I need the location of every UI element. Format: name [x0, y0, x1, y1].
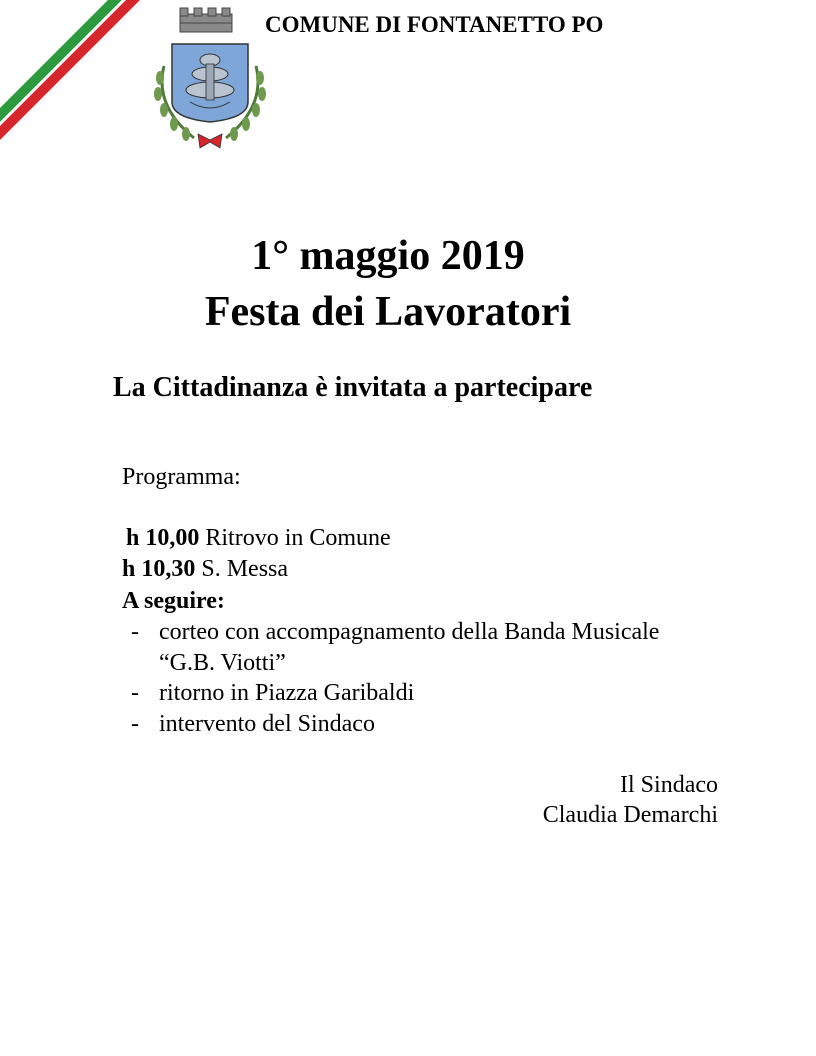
- program-item-time: h 10,00: [126, 525, 200, 551]
- municipal-crest-icon: [144, 6, 280, 156]
- event-name: Festa dei Lavoratori: [204, 289, 572, 335]
- program-item-text: Ritrovo in Comune: [199, 525, 391, 551]
- bullet-dash: -: [131, 619, 139, 645]
- program-item: [122, 556, 288, 583]
- bullet-item: ritorno in Piazza Garibaldi: [159, 680, 415, 706]
- bullet-item-continuation: “G.B. Viotti”: [159, 650, 286, 676]
- bullet-item: intervento del Sindaco: [159, 711, 375, 737]
- municipality-name: COMUNE DI FONTANETTO PO: [265, 12, 604, 37]
- program-item-text: S. Messa: [195, 556, 289, 582]
- bullet-dash: -: [131, 711, 139, 737]
- program-item-time: h 10,30: [122, 556, 196, 582]
- program-heading: Programma:: [122, 464, 241, 490]
- event-date: 1° maggio 2019: [251, 233, 525, 279]
- program-item: [126, 525, 391, 552]
- signature-role: Il Sindaco: [620, 772, 718, 798]
- signature-name: Claudia Demarchi: [542, 802, 718, 828]
- following-heading: A seguire:: [122, 588, 225, 614]
- bullet-item: corteo con accompagnamento della Banda Musicale: [159, 619, 660, 645]
- bullet-dash: -: [131, 680, 139, 706]
- italian-flag-ribbon: [0, 0, 140, 140]
- invitation-line: La Cittadinanza è invitata a partecipare: [113, 372, 593, 403]
